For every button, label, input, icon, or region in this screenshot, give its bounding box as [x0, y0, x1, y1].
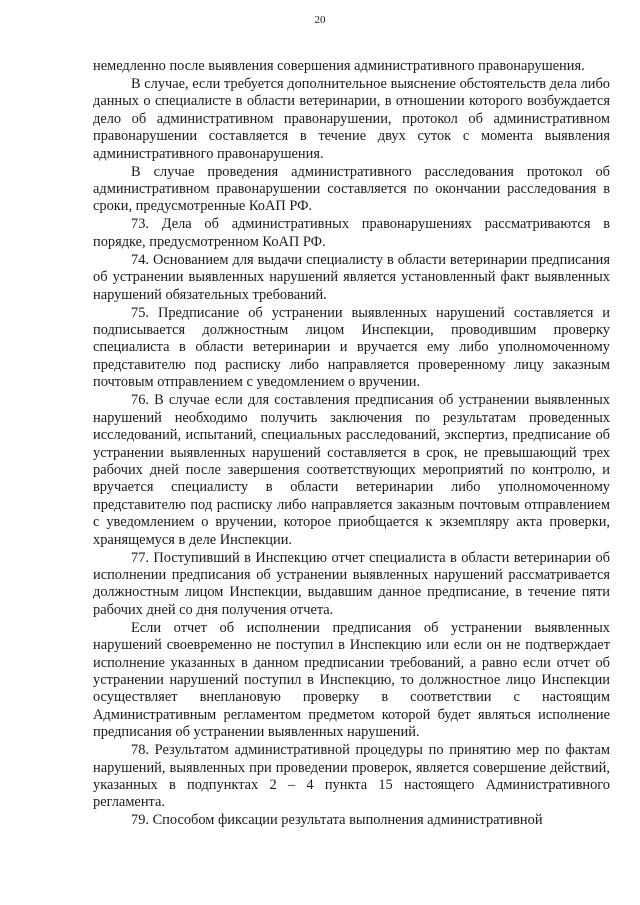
paragraph-continuation: немедленно после выявления совершения административного правонарушения. — [93, 58, 585, 74]
paragraph-77: 77. Поступивший в Инспекцию отчет специалиста в области ветеринарии об исполнении предписания об устранении выявленных нарушений рассматривается должностным лицом Инспекции, выдавшим данное предписание, в течение пяти рабочих дней со дня получения отчета. — [93, 549, 610, 618]
paragraph-report-not-received: Если отчет об исполнении предписания об устранении выявленных нарушений своевременно не поступил в Инспекцию или если он не подтверждает исполнение указанных в данном предписании требований, а равно если отчет об устранении нарушений поступил в Инспекцию, то должностное лицо Инспекции осуществляет внеплановую проверку в соответствии с настоящим Административным регламентом предметом которой будет являться исполнение предписания об устранении выявленных нарушений. — [93, 619, 610, 741]
paragraph-additional-clarification: В случае, если требуется дополнительное выяснение обстоятельств дела либо данных о специалисте в области ветеринарии, в отношении которого возбуждается дело об административном правонарушении, протокол об административном правонарушении составляется в течение двух суток с момента выявления административного правонарушения. — [93, 76, 610, 162]
paragraph-79: 79. Способом фиксации результата выполнения административной — [131, 812, 543, 829]
paragraph-investigation: В случае проведения административного расследования протокол об административном правонарушении составляется по окончании расследования в сроки, предусмотренные КоАП РФ. — [93, 163, 610, 215]
paragraph-76: 76. В случае если для составления предписания об устранении выявленных нарушений необходимо получить заключения по результатам проведенных исследований, испытаний, специальных расследований, экспертиз, предписание об устранении выявленных нарушений составляется в срок, не превышающий трех рабочих дней после завершения соответствующих мероприятий по контролю, и вручается специалисту в области ветеринарии либо уполномоченному представителю под расписку либо направляется заказным почтовым отправлением с уведомлением о вручении, которое приобщается к экземпляру акта проверки, хранящемуся в деле Инспекции. — [93, 392, 610, 548]
page-number: 20 — [314, 14, 326, 26]
paragraph-73: 73. Дела об административных правонарушениях рассматриваются в порядке, предусмотренном КоАП РФ. — [93, 216, 610, 250]
paragraph-78: 78. Результатом административной процедуры по принятию мер по фактам нарушений, выявленных при проведении проверок, является совершение действий, указанных в подпунктах 2 – 4 пункта 15 настоящего Административного регламента. — [93, 742, 610, 811]
paragraph-74: 74. Основанием для выдачи специалисту в области ветеринарии предписания об устранении выявленных нарушений является установленный факт выявленных нарушений обязательных требований. — [93, 251, 610, 303]
paragraph-75: 75. Предписание об устранении выявленных нарушений составляется и подписывается должностным лицом Инспекции, проводившим проверку специалиста в области ветеринарии и вручается ему либо уполномоченному представителю под расписку либо направляется проверенному лицу заказным почтовым отправлением с уведомлением о вручении. — [93, 304, 610, 391]
document-body — [93, 58, 610, 830]
